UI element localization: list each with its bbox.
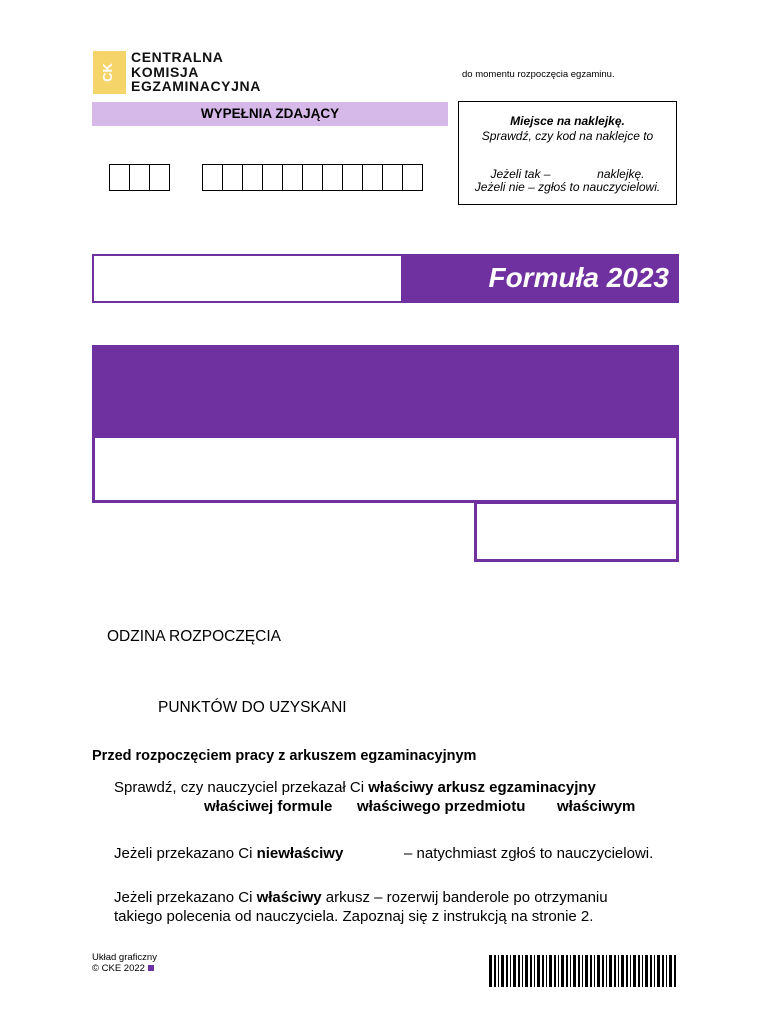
barcode-bar bbox=[542, 955, 544, 987]
code-box[interactable] bbox=[149, 164, 170, 191]
instruction-3-bold: właściwy bbox=[256, 889, 322, 906]
barcode-bar bbox=[570, 955, 571, 987]
barcode-bar bbox=[558, 955, 559, 987]
points-label: PUNKTÓW DO UZYSKANI bbox=[158, 699, 347, 716]
footer-copyright-row bbox=[92, 963, 157, 974]
barcode-bar bbox=[650, 955, 652, 987]
cke-logo-mark bbox=[93, 51, 126, 94]
sticker-no-text: Jeżeli nie – zgłoś to nauczycielowi. bbox=[474, 180, 661, 194]
barcode-bar bbox=[630, 955, 631, 987]
barcode-bar bbox=[561, 955, 564, 987]
code-box[interactable] bbox=[109, 164, 130, 191]
instruction-3-line-2: takiego polecenia od nauczyciela. Zapoznaj się z instrukcją na stronie 2. bbox=[114, 908, 594, 925]
footer-copyright: © CKE 2022 bbox=[92, 963, 145, 974]
pesel-box[interactable] bbox=[342, 164, 363, 191]
fill-by-examinee-bar bbox=[92, 102, 448, 126]
formula-label: Formuła 2023 bbox=[488, 262, 669, 293]
instruction-2-tail: – natychmiast zgłoś to nauczycielowi. bbox=[404, 845, 654, 862]
footer bbox=[92, 952, 157, 974]
sticker-yes-text: Jeżeli tak – naklejkę. bbox=[490, 167, 645, 181]
barcode-bar bbox=[549, 955, 552, 987]
barcode-bar bbox=[534, 955, 535, 987]
barcode-bar bbox=[522, 955, 523, 987]
instruction-2-text: Jeżeli przekazano Ci bbox=[114, 845, 257, 862]
barcode-bar bbox=[638, 955, 640, 987]
instruction-3-text-b: arkusz – rozerwij banderole po otrzymaniu bbox=[321, 889, 608, 906]
proper-formula: właściwej formule bbox=[204, 798, 333, 815]
logo-line-1: CENTRALNA bbox=[131, 49, 224, 65]
barcode-bar bbox=[578, 955, 580, 987]
barcode-bar bbox=[582, 955, 583, 987]
barcode-bar bbox=[633, 955, 636, 987]
pesel-box[interactable] bbox=[262, 164, 283, 191]
pesel-box[interactable] bbox=[242, 164, 263, 191]
code-boxes[interactable] bbox=[110, 164, 170, 191]
start-hour-label: ODZINA ROZPOCZĘCIA bbox=[107, 628, 281, 645]
sticker-title: Miejsce na naklejkę. bbox=[510, 114, 625, 128]
pesel-box[interactable] bbox=[222, 164, 243, 191]
barcode-bar bbox=[494, 955, 496, 987]
instruction-3-line-1 bbox=[114, 889, 608, 906]
barcode bbox=[489, 955, 677, 987]
pesel-box[interactable] bbox=[362, 164, 383, 191]
pesel-box[interactable] bbox=[402, 164, 423, 191]
instruction-1-line-1 bbox=[114, 779, 596, 796]
pesel-box[interactable] bbox=[382, 164, 403, 191]
barcode-bar bbox=[606, 955, 607, 987]
barcode-bar bbox=[657, 955, 660, 987]
instruction-3-text: Jeżeli przekazano Ci bbox=[114, 889, 257, 906]
top-note: do momentu rozpoczęcia egzaminu. bbox=[462, 69, 615, 80]
barcode-bar bbox=[618, 955, 619, 987]
exam-code-box bbox=[474, 501, 679, 562]
barcode-bar bbox=[597, 955, 600, 987]
barcode-bar bbox=[554, 955, 556, 987]
instruction-2-bold: niewłaściwy bbox=[256, 845, 344, 862]
pesel-box[interactable] bbox=[302, 164, 323, 191]
pesel-box[interactable] bbox=[202, 164, 223, 191]
barcode-bar bbox=[614, 955, 616, 987]
barcode-bar bbox=[546, 955, 547, 987]
barcode-bar bbox=[609, 955, 612, 987]
footer-layout: Układ graficzny bbox=[92, 952, 157, 963]
barcode-bar bbox=[590, 955, 592, 987]
barcode-bar bbox=[666, 955, 667, 987]
exam-title-band bbox=[92, 345, 679, 438]
barcode-bar bbox=[510, 955, 511, 987]
logo-mark-text: CK bbox=[99, 63, 115, 82]
barcode-bar bbox=[518, 955, 520, 987]
instructions-heading: Przed rozpoczęciem pracy z arkuszem egzaminacyjnym bbox=[92, 748, 477, 764]
pesel-boxes[interactable] bbox=[203, 164, 423, 191]
proper-level: właściwym bbox=[557, 798, 636, 815]
instruction-2 bbox=[114, 845, 343, 862]
barcode-bar bbox=[513, 955, 516, 987]
logo-line-3: EGZAMINACYJNA bbox=[131, 78, 261, 94]
formula-banner bbox=[401, 254, 679, 303]
pesel-box[interactable] bbox=[282, 164, 303, 191]
footer-square-icon bbox=[148, 965, 154, 971]
instruction-1-line-2c bbox=[557, 798, 635, 815]
proper-subject: właściwego przedmiotu bbox=[357, 798, 526, 815]
barcode-bar bbox=[669, 955, 672, 987]
barcode-bar bbox=[501, 955, 504, 987]
barcode-bar bbox=[626, 955, 628, 987]
instruction-1-text: Sprawdź, czy nauczyciel przekazał Ci bbox=[114, 779, 369, 796]
barcode-bar bbox=[525, 955, 528, 987]
barcode-bar bbox=[621, 955, 624, 987]
cke-logo-text bbox=[131, 50, 261, 94]
barcode-bar bbox=[602, 955, 604, 987]
instruction-1-bold: właściwy arkusz egzaminacyjny bbox=[368, 779, 596, 796]
barcode-bar bbox=[498, 955, 499, 987]
logo-line-2: KOMISJA bbox=[131, 63, 199, 80]
barcode-bar bbox=[506, 955, 508, 987]
barcode-bar bbox=[530, 955, 532, 987]
sticker-place bbox=[458, 101, 677, 205]
barcode-bar bbox=[566, 955, 568, 987]
barcode-bar bbox=[594, 955, 595, 987]
instruction-1-line-2b bbox=[357, 798, 525, 815]
instruction-1-line-2 bbox=[204, 798, 332, 815]
barcode-bar bbox=[573, 955, 576, 987]
barcode-bar bbox=[489, 955, 492, 987]
barcode-bar bbox=[674, 955, 676, 987]
barcode-bar bbox=[662, 955, 664, 987]
barcode-bar bbox=[642, 955, 643, 987]
code-box[interactable] bbox=[129, 164, 150, 191]
fill-by-examinee-label: WYPEŁNIA ZDAJĄCY bbox=[200, 106, 340, 121]
barcode-bar bbox=[645, 955, 648, 987]
barcode-bar bbox=[537, 955, 540, 987]
barcode-bar bbox=[585, 955, 588, 987]
pesel-box[interactable] bbox=[322, 164, 343, 191]
sticker-check-text: Sprawdź, czy kod na naklejce to bbox=[481, 129, 654, 143]
barcode-bar bbox=[654, 955, 655, 987]
